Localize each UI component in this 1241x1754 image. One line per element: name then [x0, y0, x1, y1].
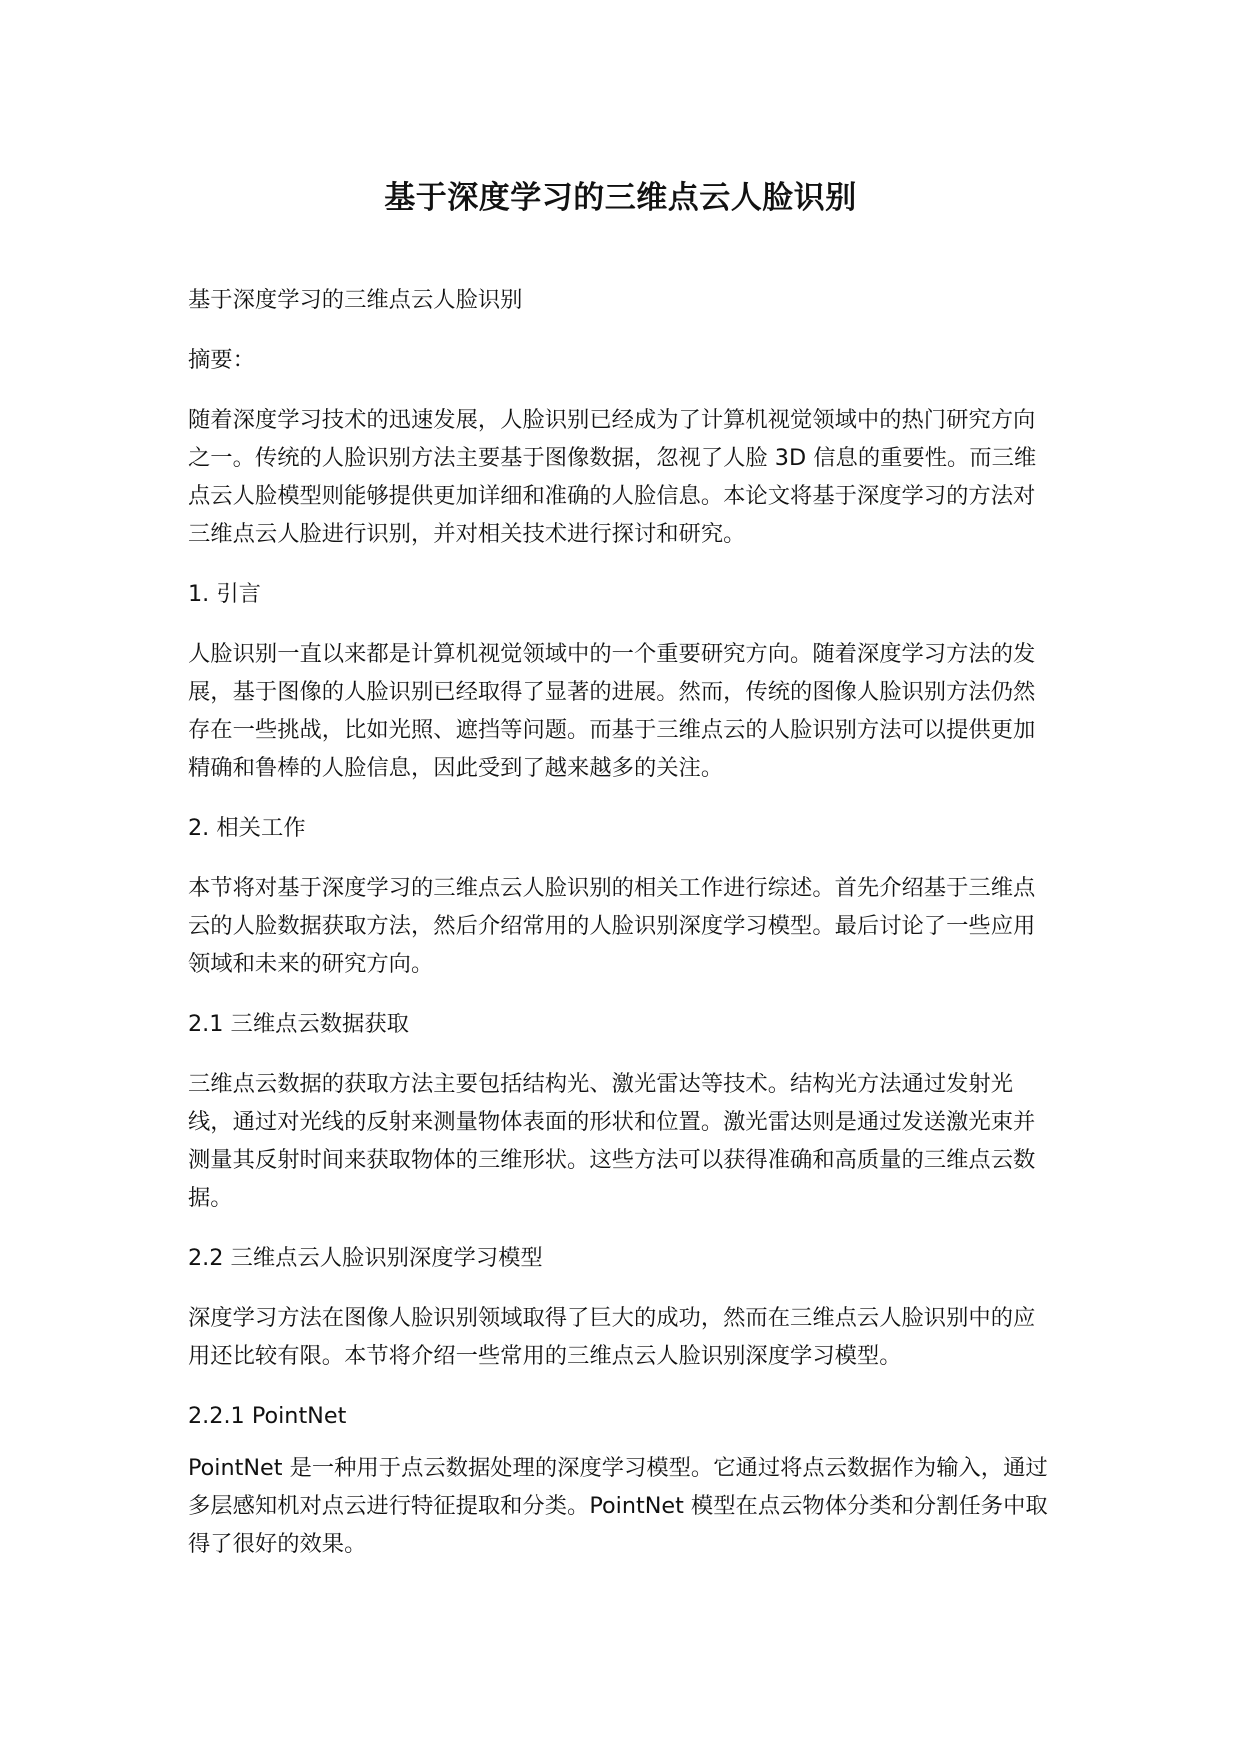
section-paragraph-point-cloud-acquisition: 三维点云数据的获取方法主要包括结构光、激光雷达等技术。结构光方法通过发射光线，通过对光线的反射来测量物体表面的形状和位置。激光雷达则是通过发送激光束并测量其反射时间来获取物体的三维形状。这些方法可以获得准确和高质量的三维点云数据。	[188, 1071, 1036, 1211]
abstract-label: 摘要：	[188, 347, 255, 373]
document-body	[188, 281, 1054, 1563]
section-heading-pointnet: 2.2.1 PointNet	[188, 1403, 347, 1429]
section-heading-deep-learning-models: 2.2 三维点云人脸识别深度学习模型	[188, 1245, 543, 1271]
section-paragraph-deep-learning-models: 深度学习方法在图像人脸识别领域取得了巨大的成功，然而在三维点云人脸识别中的应用还比较有限。本节将介绍一些常用的三维点云人脸识别深度学习模型。	[188, 1305, 1036, 1369]
section-paragraph-related-work: 本节将对基于深度学习的三维点云人脸识别的相关工作进行综述。首先介绍基于三维点云的人脸数据获取方法，然后介绍常用的人脸识别深度学习模型。最后讨论了一些应用领域和未来的研究方向。	[188, 875, 1036, 977]
abstract-paragraph: 随着深度学习技术的迅速发展，人脸识别已经成为了计算机视觉领域中的热门研究方向之一。传统的人脸识别方法主要基于图像数据，忽视了人脸 3D 信息的重要性。而三维点云人脸模型则能够提供更加详细和准确的人脸信息。本论文将基于深度学习的方法对三维点云人脸进行识别，并对相关技术进行探讨和研究。	[188, 407, 1037, 547]
document-subtitle: 基于深度学习的三维点云人脸识别	[188, 287, 523, 313]
document-title: 基于深度学习的三维点云人脸识别	[384, 180, 857, 216]
section-paragraph-pointnet: PointNet 是一种用于点云数据处理的深度学习模型。它通过将点云数据作为输入，通过多层感知机对点云进行特征提取和分类。PointNet 模型在点云物体分类和分割任务中取得了很好的效果。	[188, 1455, 1048, 1557]
section-heading-point-cloud-acquisition: 2.1 三维点云数据获取	[188, 1011, 409, 1037]
section-heading-related-work: 2. 相关工作	[188, 815, 306, 841]
section-heading-introduction: 1. 引言	[188, 581, 261, 607]
section-paragraph-introduction: 人脸识别一直以来都是计算机视觉领域中的一个重要研究方向。随着深度学习方法的发展，基于图像的人脸识别已经取得了显著的进展。然而，传统的图像人脸识别方法仍然存在一些挑战，比如光照、遮挡等问题。而基于三维点云的人脸识别方法可以提供更加精确和鲁棒的人脸信息，因此受到了越来越多的关注。	[188, 641, 1036, 781]
